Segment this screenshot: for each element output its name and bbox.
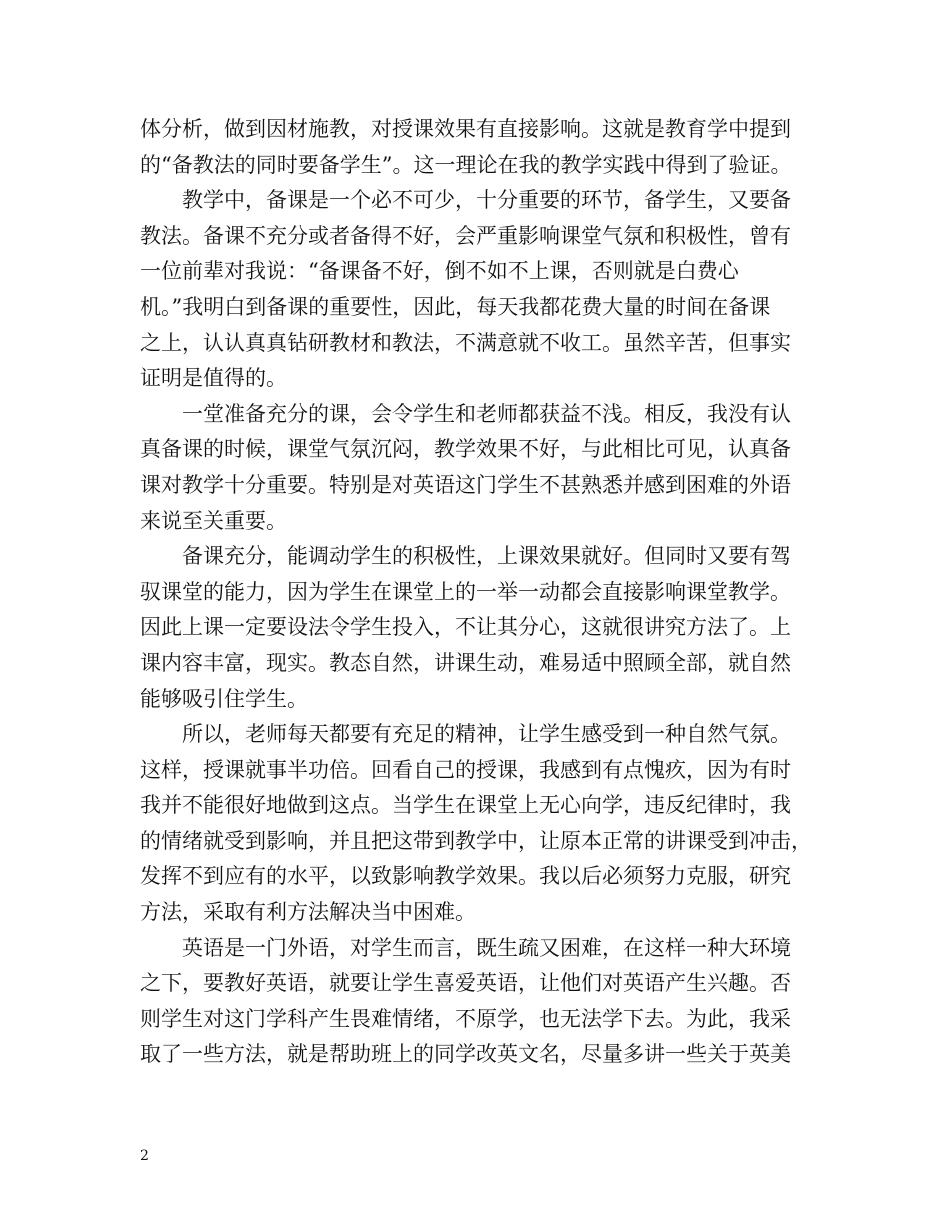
- body-text: [140, 112, 820, 1073]
- paragraph-first-line: 教学中，备课是一个必不可少，十分重要的环节，备学生，又要备: [182, 188, 791, 213]
- text-line: 之上，认认真真钻研教材和教法，不满意就不收工。虽然辛苦，但事实: [140, 330, 791, 355]
- text-line: 课内容丰富，现实。教态自然，讲课生动，难易适中照顾全部，就自然: [140, 650, 791, 675]
- text-line: 体分析，做到因材施教，对授课效果有直接影响。这就是教育学中提到: [140, 117, 791, 141]
- text-line: 这样，授课就事半功倍。回看自己的授课，我感到有点愧疚，因为有时: [140, 757, 791, 782]
- text-line: 我并不能很好地做到这点。当学生在课堂上无心向学，违反纪律时，我: [140, 793, 791, 818]
- text-line: 机。”我明白到备课的重要性，因此，每天我都花费大量的时间在备课: [140, 294, 771, 319]
- text-line: 来说至关重要。: [140, 508, 287, 533]
- paragraph-first-line: 备课充分，能调动学生的积极性，上课效果就好。但同时又要有驾: [182, 544, 791, 569]
- text-line: 一位前辈对我说：“备课备不好，倒不如不上课，否则就是白费心: [140, 259, 739, 284]
- text-line: 课对教学十分重要。特别是对英语这门学生不甚熟悉并感到困难的外语: [140, 472, 791, 497]
- page-number: 2: [140, 1148, 149, 1164]
- text-line: 发挥不到应有的水平，以致影响教学效果。我以后必须努力克服，研究: [140, 864, 791, 889]
- text-line: 证明是值得的。: [140, 366, 287, 391]
- text-line: 方法，采取有利方法解决当中困难。: [140, 900, 476, 925]
- text-line: 的情绪就受到影响，并且把这带到教学中，让原本正常的讲课受到冲击，: [140, 828, 812, 853]
- text-line: 真备课的时候，课堂气氛沉闷，教学效果不好，与此相比可见，认真备: [140, 437, 791, 462]
- text-line: 教法。备课不充分或者备得不好，会严重影响课堂气氛和积极性，曾有: [140, 223, 791, 248]
- text-line: 驭课堂的能力，因为学生在课堂上的一举一动都会直接影响课堂教学。: [140, 579, 791, 604]
- text-line: 则学生对这门学科产生畏难情绪，不原学，也无法学下去。为此，我采: [140, 1006, 791, 1031]
- text-line: 因此上课一定要设法令学生投入，不让其分心，这就很讲究方法了。上: [140, 615, 791, 640]
- text-line: 之下，要教好英语，就要让学生喜爱英语，让他们对英语产生兴趣。否: [140, 971, 791, 996]
- paragraph-first-line: 所以，老师每天都要有充足的精神，让学生感受到一种自然气氛。: [182, 722, 791, 747]
- text-line: 的“备教法的同时要备学生”。这一理论在我的教学实践中得到了验证。: [140, 152, 792, 177]
- text-line: 取了一些方法，就是帮助班上的同学改英文名，尽量多讲一些关于英美: [140, 1042, 791, 1067]
- paragraph-first-line: 英语是一门外语，对学生而言，既生疏又困难，在这样一种大环境: [182, 935, 791, 960]
- text-line: 能够吸引住学生。: [140, 686, 308, 711]
- paragraph-first-line: 一堂准备充分的课，会令学生和老师都获益不浅。相反，我没有认: [182, 401, 791, 426]
